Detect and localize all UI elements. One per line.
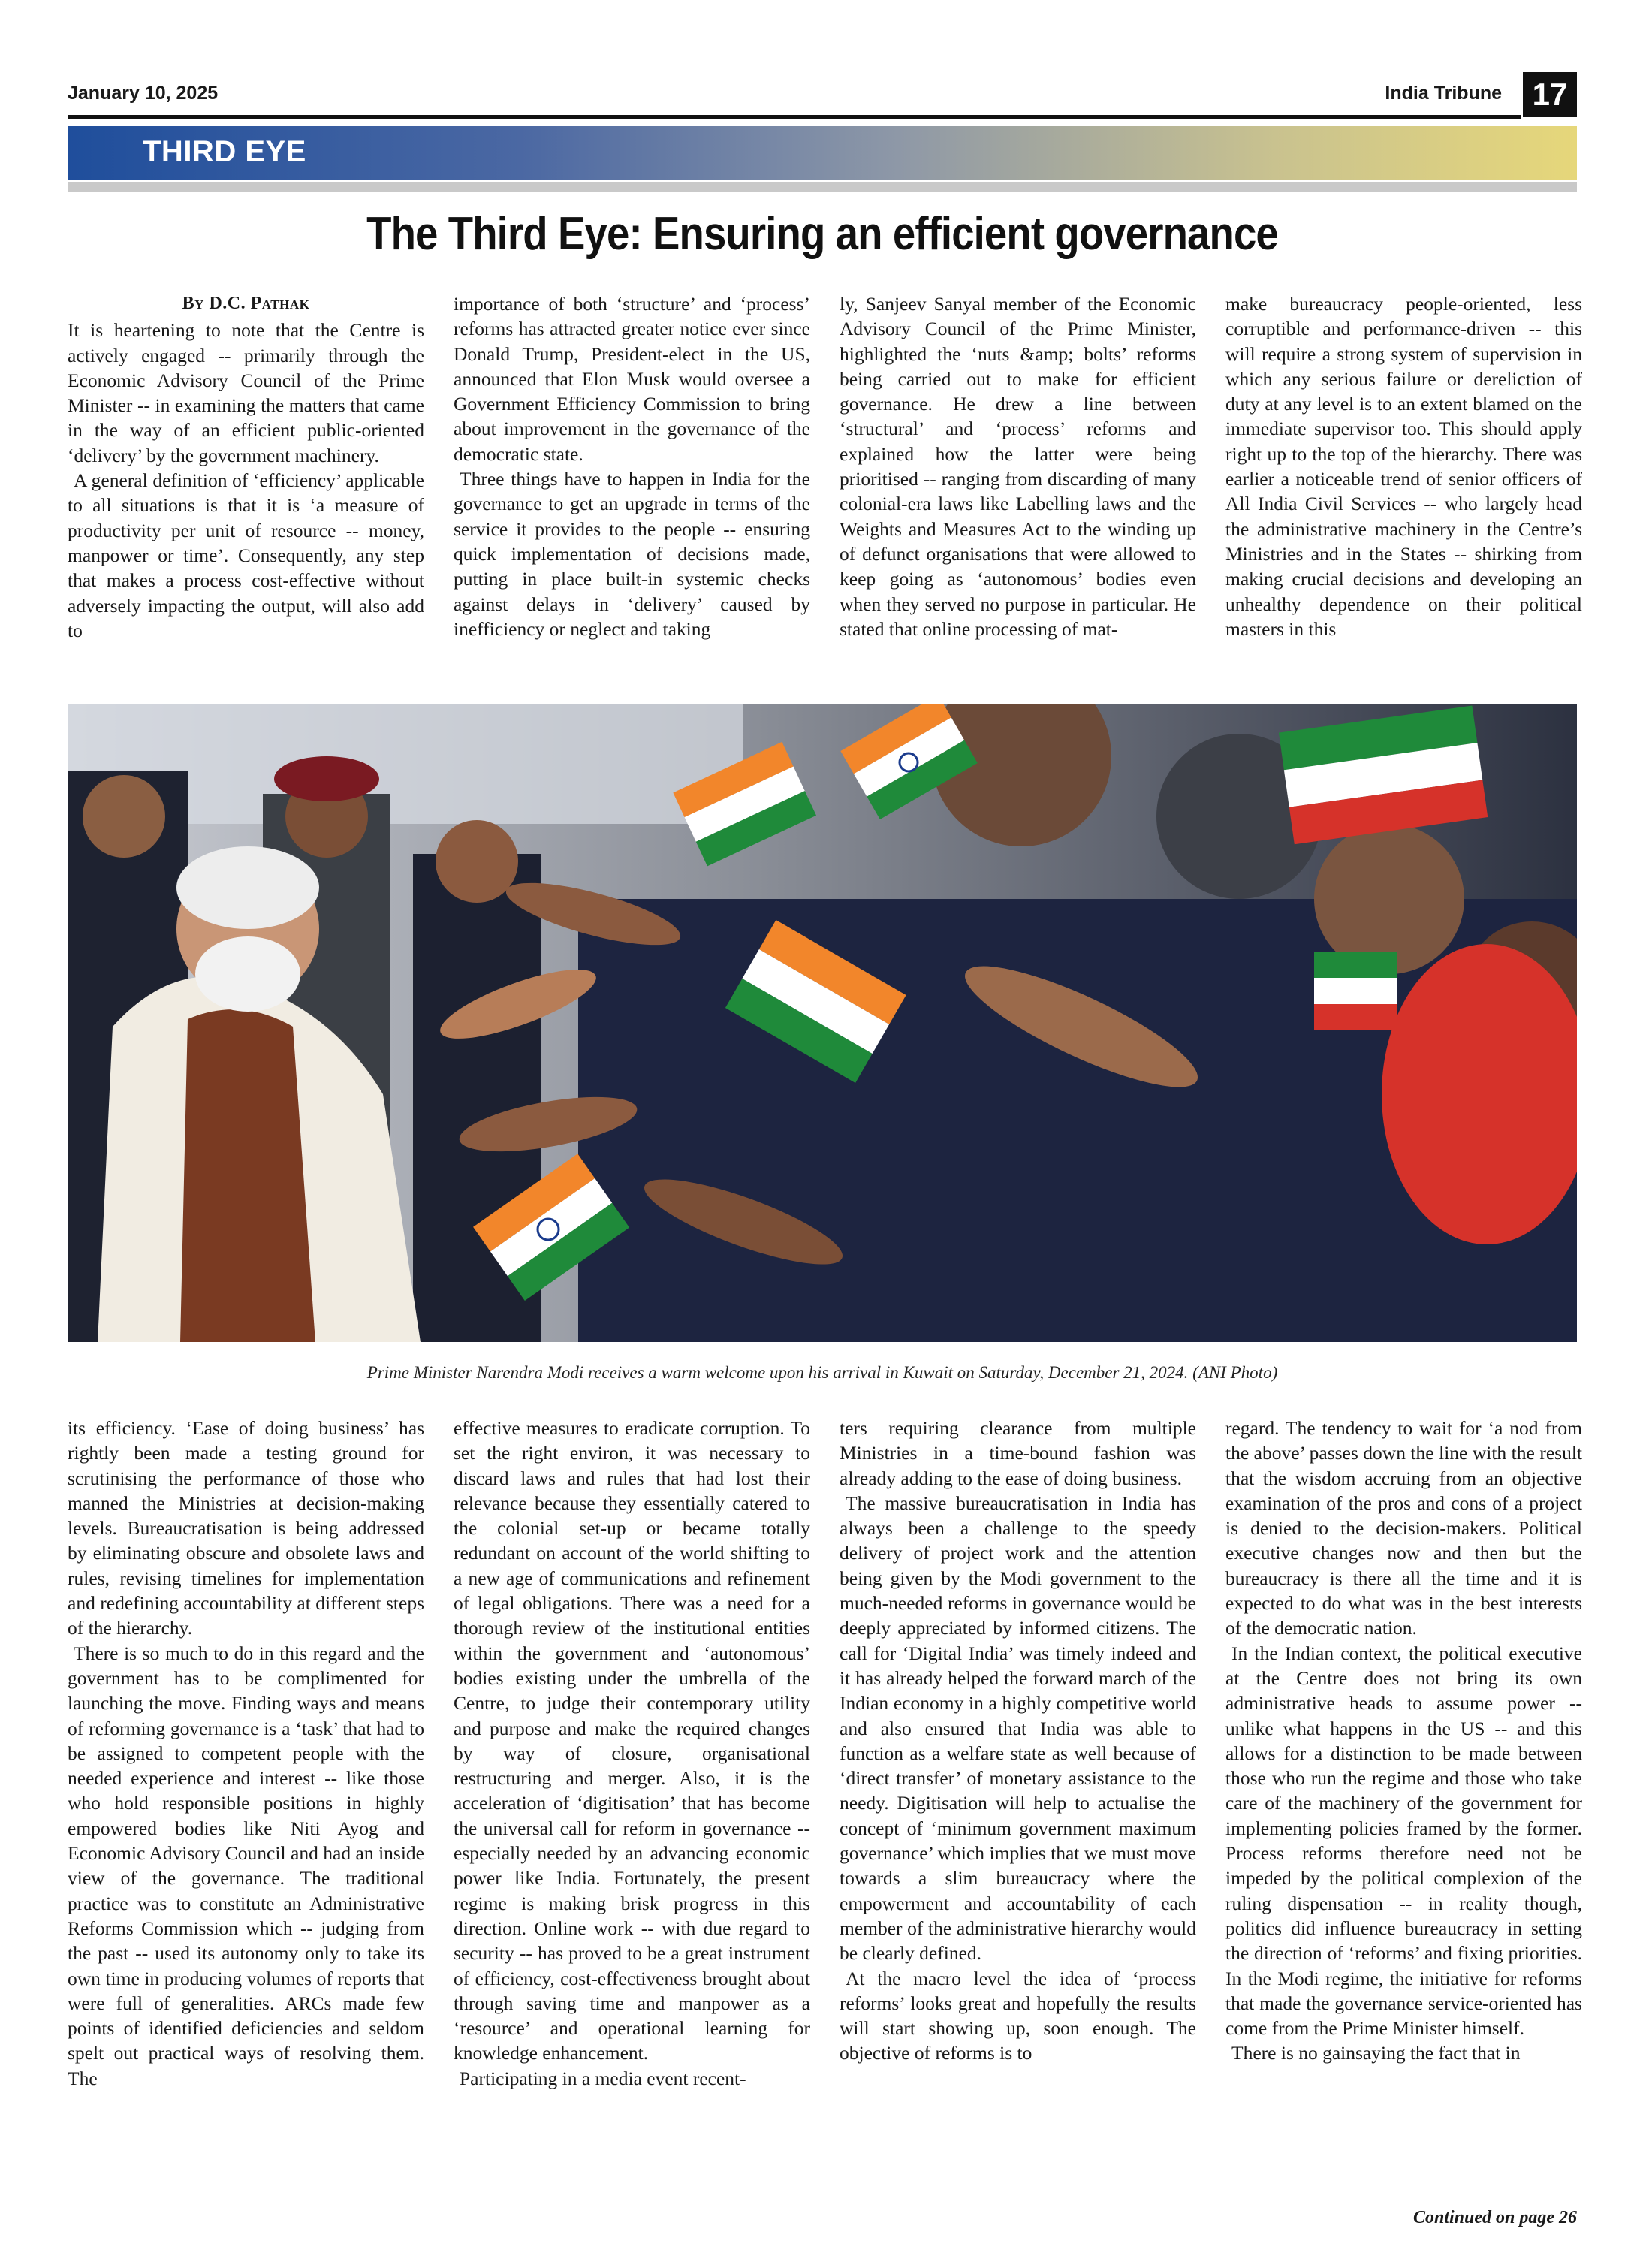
top-column-4 bbox=[1225, 291, 1582, 689]
photo-illustration bbox=[68, 704, 1577, 1342]
bottom-column-3 bbox=[840, 1416, 1196, 2197]
paragraph: effective measures to eradicate corruption. To set the right environ, it was necessary to discard laws and rules that had lost their relevance because they essentially catered to the colonial set-up or became totally redundant on account of the world shifting to a new age of communications and refinement of legal obligations. There was a need for a thorough review of the institutional entities within the government and ‘autonomous’ bodies existing under the umbrella of the Centre, to judge their contemporary utility and purpose and make the required changes by way of closure, organisational restructuring and merger. Also, it is the acceleration of ‘digitisation’ that has become the universal call for reform in governance -- especially needed by an advancing economic power like India. Fortunately, the present regime is making brisk progress in this direction. Online work -- with due regard to security -- has proved to be a great instrument of efficiency, cost-effectiveness brought about through saving time and manpower as a ‘resource’ and operational learning for knowledge enhancement. bbox=[454, 1417, 810, 2064]
page-number: 17 bbox=[1523, 72, 1577, 117]
byline: By D.C. Pathak bbox=[182, 294, 310, 313]
publication-name: India Tribune bbox=[1385, 83, 1502, 104]
paragraph: regard. The tendency to wait for ‘a nod from the above’ passes down the line with the result that the wisdom accruing from an objective examination of the pros and cons of a project is denied to the decision-makers. Political executive changes now and then but the bureaucracy is there all the time and it is expected to do what was in the best interests of the democratic nation. bbox=[1225, 1417, 1582, 1639]
paragraph: Participating in a media event recent- bbox=[460, 2067, 746, 2089]
paragraph: The massive bureaucratisation in India has always been a challenge to the speedy delivery of project work and the attention being given by the Modi government to the much-needed reforms in governance would be deeply appreciated by informed citizens. The call for ‘Digital India’ was timely indeed and it has already helped the forward march of the Indian economy in a highly competitive world and also ensured that India was able to function as a welfare state as well because of ‘direct transfer’ of monetary assistance to the needy. Digitisation will help to actualise the concept of ‘minimum government maximum governance’ which implies that we must move towards a slim bureaucracy where the empowerment and accountability of each member of the administrative hierarchy would be clearly defined. bbox=[840, 1491, 1196, 1965]
paragraph: make bureaucracy people-oriented, less corruptible and performance-driven -- this will require a strong system of supervision in which any serious failure or dereliction of duty at any level is to an extent blamed on the immediate supervisor too. This should apply right up to the top of the hierarchy. There was earlier a noticeable trend of senior officers of All India Civil Services -- who largely head the administrative machinery in the Centre’s Ministries and in the States -- shirking from making crucial decisions and developing an unhealthy dependence on their political masters in this bbox=[1225, 293, 1582, 640]
paragraph: ly, Sanjeev Sanyal member of the Economic Advisory Council of the Prime Minister, highlighted the ‘nuts &amp; bolts’ reforms being carried out to make for efficient governance. He drew a line between ‘structural’ and ‘process’ reforms and explained how the latter were being prioritised -- ranging from discarding of many colonial-era laws like Labelling laws and the Weights and Measures Act to the winding up of defunct organisations that were allowed to keep going as ‘autonomous’ bodies even when they served no purpose in particular. He stated that online processing of mat- bbox=[840, 293, 1196, 640]
issue-date: January 10, 2025 bbox=[68, 83, 219, 104]
paragraph: importance of both ‘structure’ and ‘process’ reforms has attracted greater notice ever since Donald Trump, President-elect in the US, announced that Elon Musk would oversee a Government Efficiency Commission to bring about improvement in the governance of the democratic state. bbox=[454, 293, 810, 465]
bottom-column-2 bbox=[454, 1416, 810, 2197]
paragraph: There is so much to do in this regard and the government has to be complimented for launching the move. Finding ways and means of reforming governance is a ‘task’ that had to be assigned to competent people with the needed experience and interest -- like those who hold responsible positions in highly empowered bodies like Niti Ayog and Economic Advisory Council and had an inside view of the governance. The traditional practice was to constitute an Administrative Reforms Commission which -- judging from the past -- used its autonomy only to take its own time in producing volumes of reports that were full of generalities. ARCs made few points of identified deficiencies and seldom spelt out practical ways of resolving them. The bbox=[68, 1642, 424, 2089]
paragraph: ters requiring clearance from multiple Ministries in a time-bound fashion was already adding to the ease of doing business. bbox=[840, 1417, 1196, 1489]
bottom-column-4 bbox=[1225, 1416, 1582, 2197]
top-column-3 bbox=[840, 291, 1196, 689]
flag-kuwait-icon bbox=[1314, 952, 1397, 1030]
paragraph: Three things have to happen in India for the governance to get an upgrade in terms of the service it provides to the people -- ensuring quick implementation of decisions made, putting in place built-in systemic checks against delays in ‘delivery’ caused by inefficiency or neglect and taking bbox=[454, 468, 810, 640]
paragraph: A general definition of ‘efficiency’ applicable to all situations is that it is ‘a measure of productivity per unit of resource -- money, manpower or time’. Consequently, any step that makes a process cost-effective without adversely impacting the output, will also add to bbox=[68, 469, 424, 641]
news-photo bbox=[68, 704, 1577, 1342]
continued-link[interactable]: Continued on page 26 bbox=[1412, 2208, 1577, 2227]
photo-caption: Prime Minister Narendra Modi receives a warm welcome upon his arrival in Kuwait on Saturday, December 21, 2024. (ANI Photo) bbox=[366, 1363, 1278, 1382]
paragraph: At the macro level the idea of ‘process reforms’ looks great and hopefully the results will start showing up, soon enough. The objective of reforms is to bbox=[840, 1967, 1196, 2064]
paragraph: In the Indian context, the political executive at the Centre does not bring its own administrative heads to assume power -- unlike what happens in the US -- and this allows for a distinction to be made between those who run the regime and those who take care of the machinery of the government for implementing policies framed by the former. Process reforms therefore need not be impeded by the political complexion of the ruling dispensation -- in reality though, politics did influence bureaucracy in setting the direction of ‘reforms’ and fixing priorities. In the Modi regime, the initiative for reforms that made the governance service-oriented has come from the Prime Minister himself. bbox=[1225, 1642, 1582, 2040]
paragraph: its efficiency. ‘Ease of doing business’ has rightly been made a testing ground for scrutinising the performance of those who manned the Ministries at decision-making levels. Bureaucratisation is being addressed by eliminating obscure and obsolete laws and rules, revising timelines for implementation and redefining accountability at different steps of the hierarchy. bbox=[68, 1417, 424, 1639]
section-banner bbox=[68, 126, 1577, 180]
paragraph: It is heartening to note that the Centre is actively engaged -- primarily through the Economic Advisory Council of the Prime Minister -- in examining the matters that came in the way of an efficient public-oriented ‘delivery’ by the government machinery. bbox=[68, 319, 424, 466]
top-column-2 bbox=[454, 291, 810, 689]
bottom-column-1 bbox=[68, 1416, 424, 2197]
top-column-1 bbox=[68, 291, 424, 689]
header-rule bbox=[68, 115, 1521, 119]
paragraph: There is no gainsaying the fact that in bbox=[1231, 2042, 1521, 2064]
article-headline: The Third Eye: Ensuring an efficient governance bbox=[366, 208, 1278, 260]
section-label: THIRD EYE bbox=[143, 135, 306, 168]
section-banner-underline bbox=[68, 182, 1577, 192]
